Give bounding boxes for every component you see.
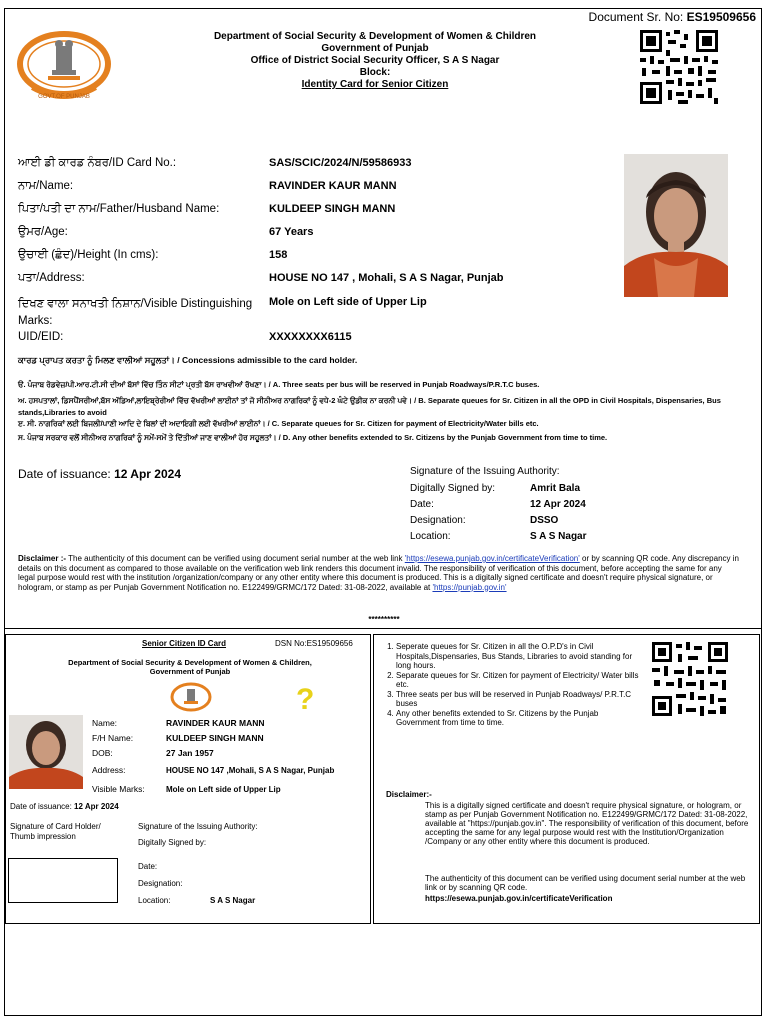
document-serial: Document Sr. No: ES19509656: [588, 10, 756, 24]
section-divider: [4, 628, 762, 629]
field-age-label: ਉਮਰ/Age:: [18, 226, 68, 238]
document-header: [200, 31, 550, 91]
benefit-item: 3. Three seats per bus will be reserved in Punjab Roadways/ P.R.T.C buses: [396, 690, 644, 709]
separator: **********: [368, 615, 400, 624]
field-father-husband-label: ਪਿਤਾ/ਪਤੀ ਦਾ ਨਾਮ/Father/Husband Name:: [18, 203, 220, 215]
field-uid-value: XXXXXXXX6115: [269, 331, 352, 343]
card-location-value: S A S Nagar: [210, 896, 256, 905]
card-date-label: Date:: [138, 862, 158, 871]
card-location-label: Location:: [138, 896, 171, 905]
card-name-value: RAVINDER KAUR MANN: [166, 718, 265, 728]
card-fh-label: F/H Name:: [92, 733, 134, 743]
header-department: Department of Social Security & Development of Women & Children: [213, 31, 537, 42]
card-dob-value: 27 Jan 1957: [166, 748, 214, 758]
field-marks-value: Mole on Left side of Upper Lip: [269, 296, 427, 308]
field-height-value: 158: [269, 249, 288, 261]
question-mark-icon: ?: [296, 683, 315, 716]
card-marks-label: Visible Marks:: [92, 784, 145, 794]
designation-label: Designation:: [410, 515, 466, 526]
field-name-value: RAVINDER KAUR MANN: [269, 180, 397, 192]
card-dob-label: DOB:: [92, 748, 113, 758]
concession-d: ਸ. ਪੰਜਾਬ ਸਰਕਾਰ ਵਲੋਂ ਸੀਨੀਅਰ ਨਾਗਰਿਕਾਂ ਨੂੰ ਸਮੇਂ-ਸਮੇਂ ਤੇ ਦਿੱਤੀਆਂ ਜਾਣ ਵਾਲੀਆਂ ਹੋਰ ਸਹੂਲਤਾਂ। / D. Any other benefits extended to Sr. Citizens by the Punjab Government from time to time.: [18, 433, 608, 442]
sign-date-value: 12 Apr 2024: [530, 499, 586, 510]
card-name-label: Name:: [92, 718, 118, 728]
concessions-heading: ਕਾਰਡ ਪ੍ਰਾਪਤ ਕਰਤਾ ਨੂੰ ਮਿਲਣ ਵਾਲੀਆਂ ਸਹੂਲਤਾਂ। / Concessions admissible to the card holder.: [18, 355, 358, 365]
field-father-husband-value: KULDEEP SINGH MANN: [269, 203, 396, 215]
card-holder-photo: [9, 715, 83, 789]
header-office: Office of District Social Security Officer, S A S Nagar: [250, 55, 500, 66]
card-authority-label: Signature of the Issuing Authority:: [138, 822, 258, 831]
card-department: Department of Social Security & Development of Women & Children, Government of Punjab: [68, 658, 312, 676]
concession-a: ੳ. ਪੰਜਾਬ ਰੋਡਵੇਜ਼/ਪੀ.ਆਰ.ਟੀ.ਸੀ ਦੀਆਂ ਬੱਸਾਂ ਵਿੱਚ ਤਿੰਨ ਸੀਟਾਂ ਪ੍ਰਤੀ ਬੱਸ ਰਾਖਵੀਆਂ ਰੱਖਣਾ। / A. Three seats per bus will be reserved in Punjab Roadways/P.R.T.C buses.: [18, 380, 540, 389]
card-issuance: Date of issuance: 12 Apr 2024: [10, 802, 119, 811]
card-title: Senior Citizen ID Card: [142, 639, 227, 648]
header-card-title: Identity Card for Senior Citizen: [301, 79, 449, 90]
field-address-label: ਪਤਾ/Address:: [18, 272, 85, 284]
benefit-item: 2. Separate queues for Sr. Citizen for payment of Electricity/ Water bills etc.: [396, 671, 644, 690]
card-fh-value: KULDEEP SINGH MANN: [166, 733, 264, 743]
card-dsn: DSN No:ES19509656: [275, 639, 353, 648]
card-back-disclaimer-p2: The authenticity of this document can be verified using document serial number at the web link or by scanning QR code.: [425, 874, 746, 892]
header-government: Government of Punjab: [321, 43, 429, 54]
field-name-label: ਨਾਮ/Name:: [18, 180, 74, 192]
sign-date-label: Date:: [410, 499, 434, 510]
field-id-card-value: SAS/SCIC/2024/N/59586933: [269, 157, 412, 169]
card-designation-label: Designation:: [138, 879, 183, 888]
card-qr-code-icon: [650, 640, 730, 718]
emblem-caption: GOVT.OF PUNJAB: [38, 94, 90, 100]
holder-signature-box: [8, 858, 118, 903]
concession-b: ਅ. ਹਸਪਤਾਲਾਂ, ਡਿਸਪੈਂਸਰੀਆਂ,ਬੱਸ ਅੱਡਿਆਂ,ਲਾਇਬ੍ਰੇਰੀਆਂ ਵਿੱਚ ਵੱਖਰੀਆਂ ਲਾਈਨਾਂ ਤਾਂ ਜੋ ਸੀਨੀਅਰ ਨਾਗਰਿਕਾਂ ਨੂੰ ਵਧੇ-2 ਘੰਟੇ ਉਡੀਕ ਨਾ ਕਰਨੀ ਪਵੇ। / B. Separate queues for Sr. Citizen in all the OPD in Civil Hospitals, Dispensaries, Bus stands,Libraries to avoid: [18, 396, 721, 417]
card-emblem-icon: [170, 681, 212, 713]
field-height-label: ਉਚਾਈ (ਛੰਦ)/Height (In cms):: [18, 249, 159, 261]
card-benefits-list: [382, 642, 644, 728]
punjab-emblem: [14, 28, 114, 104]
verification-link[interactable]: 'https://esewa.punjab.gov.in/certificateVerification': [404, 554, 580, 563]
designation-value: DSSO: [530, 515, 559, 526]
header-block: Block:: [359, 67, 391, 78]
card-holder-signature-label: Signature of Card Holder/ Thumb impression: [10, 822, 101, 841]
card-signed-by-label: Digitally Signed by:: [138, 838, 207, 847]
card-back-disclaimer-p1: This is a digitally signed certificate and doesn't require physical signature, or hologram, or stamp as per Punjab Government Notification no. E122499/GRMC/172 Dated: 31-08-2022, available at "https://punjab.gov.in". The responsibility of verification of this document, before accepting the same for any legal purpose would rest with the Institution/Organization /Company or any other entity where this document is produced.: [425, 801, 749, 846]
benefit-item: 1. Seperate queues for Sr. Citizen in all the O.P.D's in Civil Hospitals,Dispensaries, Bus Stands, Libraries to avoid standing for long hours.: [396, 642, 644, 671]
disclaimer: Disclaimer :- The authenticity of this document can be verified using document serial number at the web link 'https://esewa.punjab.gov.in/certificateVerification' or by scanning QR code. Any discrepancy in details on this document as compared to those available on the verification web link renders this document invalid. The responsibility of verification of this document, before accepting the same for any legal purpose would rest with the institution /organization/company or any other entity where this document is produced. This is a digitally signed certificate and doesn't require physical signature, or hologram, or stamp as per Punjab Government Notification no. E122499/GRMC/172 Dated: 31-08-2022, available at 'https://punjab.gov.in': [18, 554, 739, 592]
concession-c: ੲ. ਸੀ. ਨਾਗਰਿਕਾਂ ਲਈ ਬਿਜਲੀ/ਪਾਣੀ ਆਦਿ ਦੇ ਬਿਲਾਂ ਦੀ ਅਦਾਇਗੀ ਲਈ ਵੱਖਰੀਆਂ ਲਾਈਨਾਂ। / C. Separate queues for Sr. Citizen for payment of Electricity/Water bills etc.: [18, 419, 539, 428]
signed-by-value: Amrit Bala: [530, 483, 581, 494]
field-address-value: HOUSE NO 147 , Mohali, S A S Nagar, Punjab: [269, 272, 504, 284]
field-age-value: 67 Years: [269, 226, 314, 238]
field-uid-label: UID/EID:: [18, 331, 64, 343]
card-back-disclaimer-label: Disclaimer:-: [386, 790, 432, 799]
qr-code-icon: [638, 28, 720, 106]
field-id-card-label: ਆਈ ਡੀ ਕਾਰਡ ਨੰਬਰ/ID Card No.:: [18, 157, 177, 169]
location-label: Location:: [410, 531, 451, 542]
punjab-gov-link[interactable]: 'https://punjab.gov.in': [432, 582, 507, 592]
location-value: S A S Nagar: [530, 531, 587, 542]
issuance-date: Date of issuance: 12 Apr 2024: [18, 467, 181, 481]
card-address-label: Address:: [92, 765, 126, 775]
holder-photo: [624, 154, 728, 297]
signed-by-label: Digitally Signed by:: [410, 483, 496, 494]
card-back-verification-link[interactable]: https://esewa.punjab.gov.in/certificateVerification: [425, 894, 613, 903]
signature-title: Signature of the Issuing Authority:: [410, 466, 560, 477]
benefit-item: 4. Any other benefits extended to Sr. Citizens by the Punjab Government from time to time.: [396, 709, 644, 728]
card-marks-value: Mole on Left side of Upper Lip: [166, 785, 281, 794]
card-address-value: HOUSE NO 147 ,Mohali, S A S Nagar, Punjab: [166, 766, 335, 775]
field-marks-label: ਦਿਖਣ ਵਾਲਾ ਸਨਾਖਤੀ ਨਿਸ਼ਾਨ/Visible Distinguishing Marks:: [18, 298, 253, 327]
